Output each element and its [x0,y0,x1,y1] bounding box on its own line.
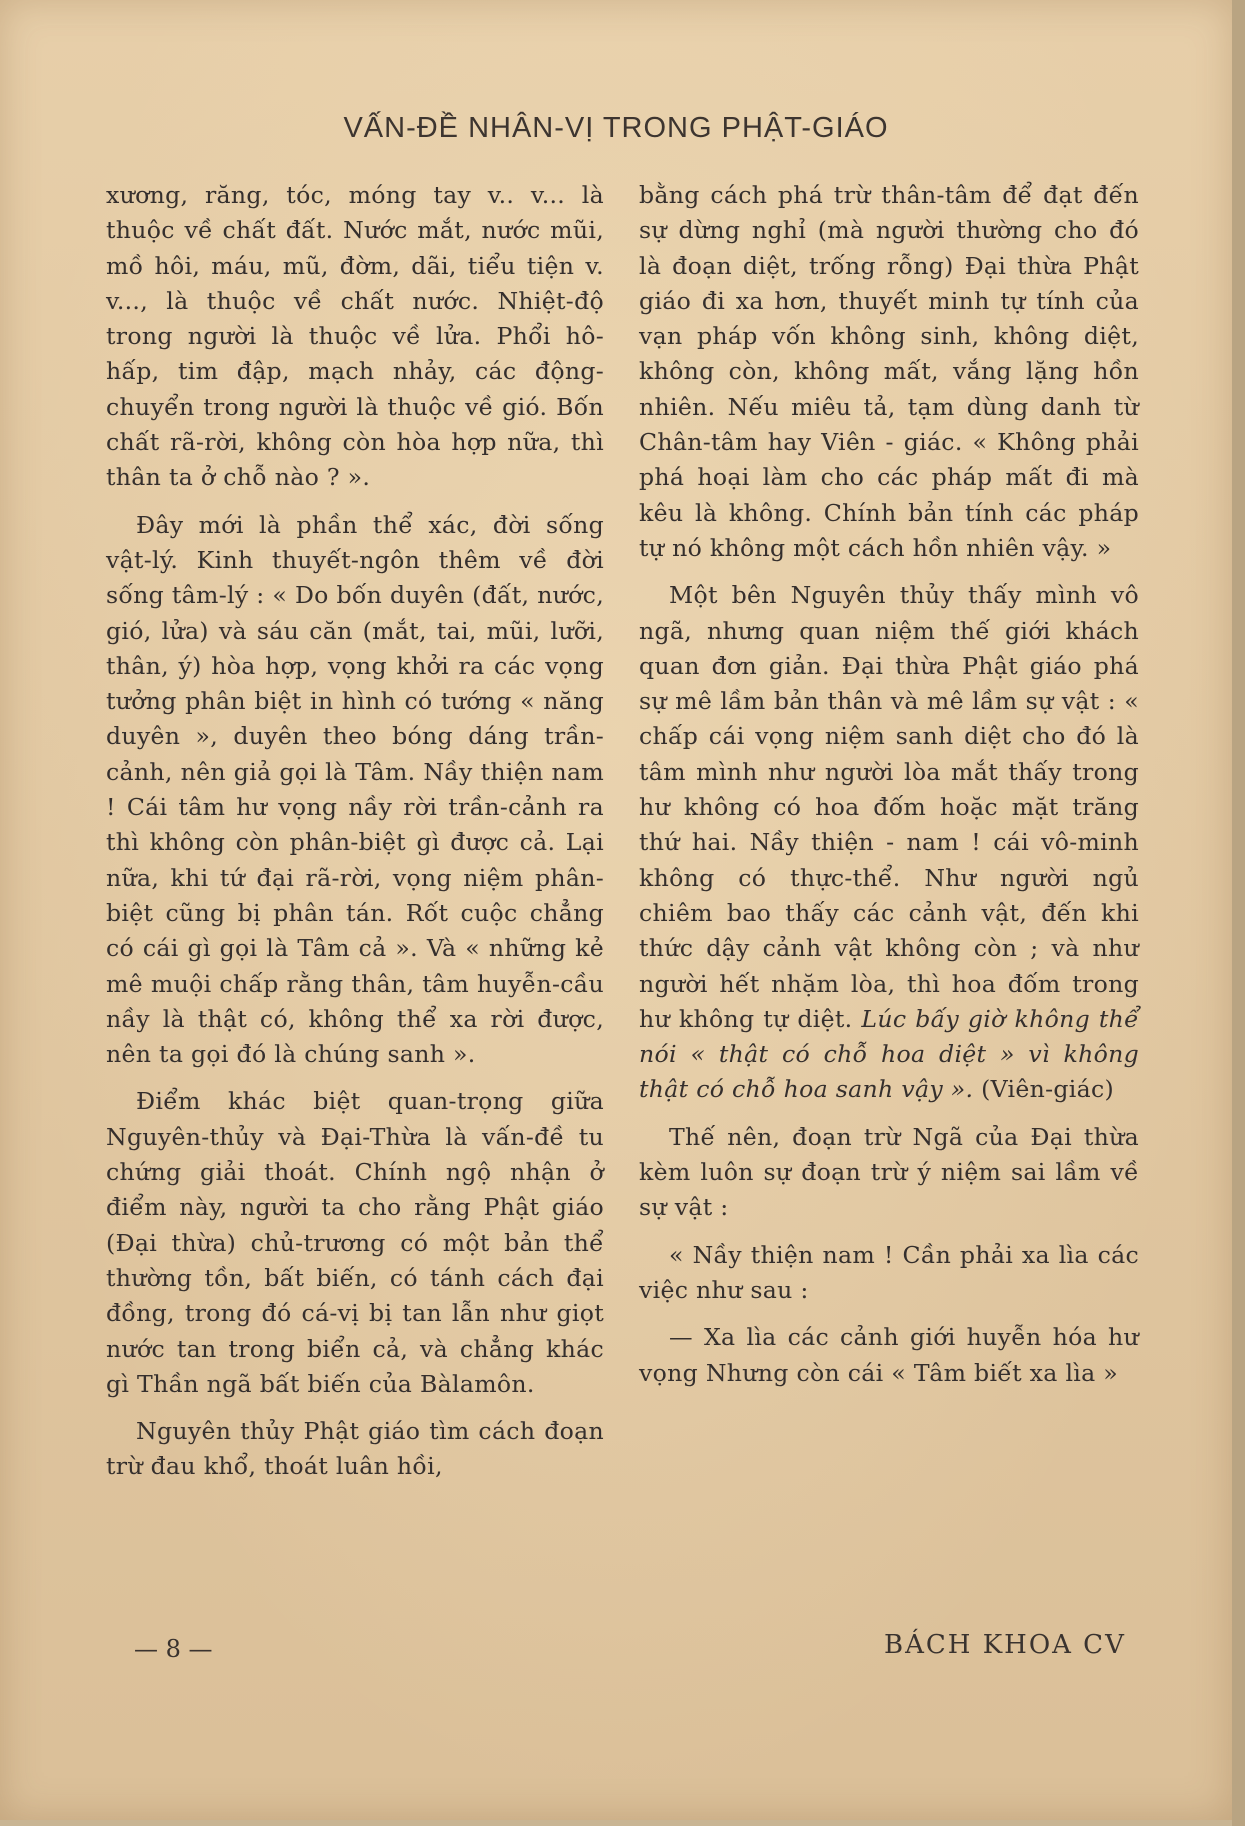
left-paragraph-1: xương, răng, tóc, móng tay v.. v... là thuộc về chất đất. Nước mắt, nước mũi, mồ hôi, máu, mũ, đờm, dãi, tiểu tiện v. v..., là thuộc về chất nước. Nhiệt-độ trong người là thuộc về lửa. Phổi hô-hấp, tim đập, mạch nhảy, các động-chuyển trong người là thuộc về gió. Bốn chất rã-rời, không còn hòa hợp nữa, thì thân ta ở chỗ nào ? ». [106,181,604,492]
right-paragraph-3: Thế nên, đoạn trừ Ngã của Đại thừa kèm luôn sự đoạn trừ ý niệm sai lầm về sự vật : [639,1122,1139,1222]
right-paragraph-2-italic: Lúc bấy giờ không thể nói « thật có chỗ hoa diệt » vì không thật có chỗ hoa sanh vậy ». [639,1004,1139,1104]
right-paragraph-2-source: (Viên-giác) [981,1075,1115,1104]
right-paragraph-1: bằng cách phá trừ thân-tâm để đạt đến sự dừng nghỉ (mà người thường cho đó là đoạn diệt, trống rỗng) Đại thừa Phật giáo đi xa hơn, thuyết minh tự tính của vạn pháp vốn không sinh, không diệt, không còn, không mất, vắng lặng hồn nhiên. Nếu miêu tả, tạm dùng danh từ Chân-tâm hay Viên - giác. « Không phải phá hoại làm cho các pháp mất đi mà kêu là không. Chính bản tính các pháp tự nó không một cách hồn nhiên vậy. » [639,181,1139,562]
page-edge [1232,0,1245,1826]
publication-name: BÁCH KHOA CV [884,1630,1126,1660]
page-number: — 8 — [134,1635,213,1663]
left-paragraph-4: Nguyên thủy Phật giáo tìm cách đoạn trừ đau khổ, thoát luân hồi, [106,1417,604,1481]
right-paragraph-5: — Xa lìa các cảnh giới huyễn hóa hư vọng Nhưng còn cái « Tâm biết xa lìa » [639,1323,1139,1387]
running-title: VẤN-ĐỀ NHÂN-VỊ TRONG PHẬT-GIÁO [343,112,889,144]
left-paragraph-3: Điểm khác biệt quan-trọng giữa Nguyên-thủy và Đại-Thừa là vấn-đề tu chứng giải thoát. Chính ngộ nhận ở điểm này, người ta cho rằng Phật giáo (Đại thừa) chủ-trương có một bản thể thường tồn, bất biến, có tánh cách đại đồng, trong đó cá-vị bị tan lẫn như giọt nước tan trong biển cả, và chẳng khác gì Thần ngã bất biến của Bàlamôn. [106,1087,604,1398]
right-paragraph-2-text: Một bên Nguyên thủy thấy mình vô ngã, nhưng quan niệm thế giới khách quan đơn giản. Đại thừa Phật giáo phá sự mê lầm bản thân và mê lầm sự vật : « chấp cái vọng niệm sanh diệt cho đó là tâm mình như người lòa mắt thấy trong hư không có hoa đốm hoặc mặt trăng thứ hai. Nầy thiện - nam ! cái vô-minh không có thực-thể. Như người ngủ chiêm bao thấy các cảnh vật, đến khi thức dậy cảnh vật không còn ; và như người hết nhặm lòa, thì hoa đốm trong hư không tự diệt. [639,581,1139,1033]
right-column [639,178,1139,1391]
right-paragraph-4: « Nầy thiện nam ! Cần phải xa lìa các việc như sau : [639,1240,1139,1304]
left-column [106,178,604,1485]
left-paragraph-2: Đây mới là phần thể xác, đời sống vật-lý. Kinh thuyết-ngôn thêm về đời sống tâm-lý : « Do bốn duyên (đất, nước, gió, lửa) và sáu căn (mắt, tai, mũi, lưỡi, thân, ý) hòa hợp, vọng khởi ra các vọng tưởng phân biệt in hình có tướng « năng duyên », duyên theo bóng dáng trần-cảnh, nên giả gọi là Tâm. Nầy thiện nam ! Cái tâm hư vọng nầy rời trần-cảnh ra thì không còn phân-biệt gì được cả. Lại nữa, khi tứ đại rã-rời, vọng niệm phân-biệt cũng bị phân tán. Rốt cuộc chẳng có cái gì gọi là Tâm cả ». Và « những kẻ mê muội chấp rằng thân, tâm huyễn-cầu nầy là thật có, không thể xa rời được, nên ta gọi đó là chúng sanh ». [106,510,604,1069]
right-paragraph-2 [639,578,1139,1107]
